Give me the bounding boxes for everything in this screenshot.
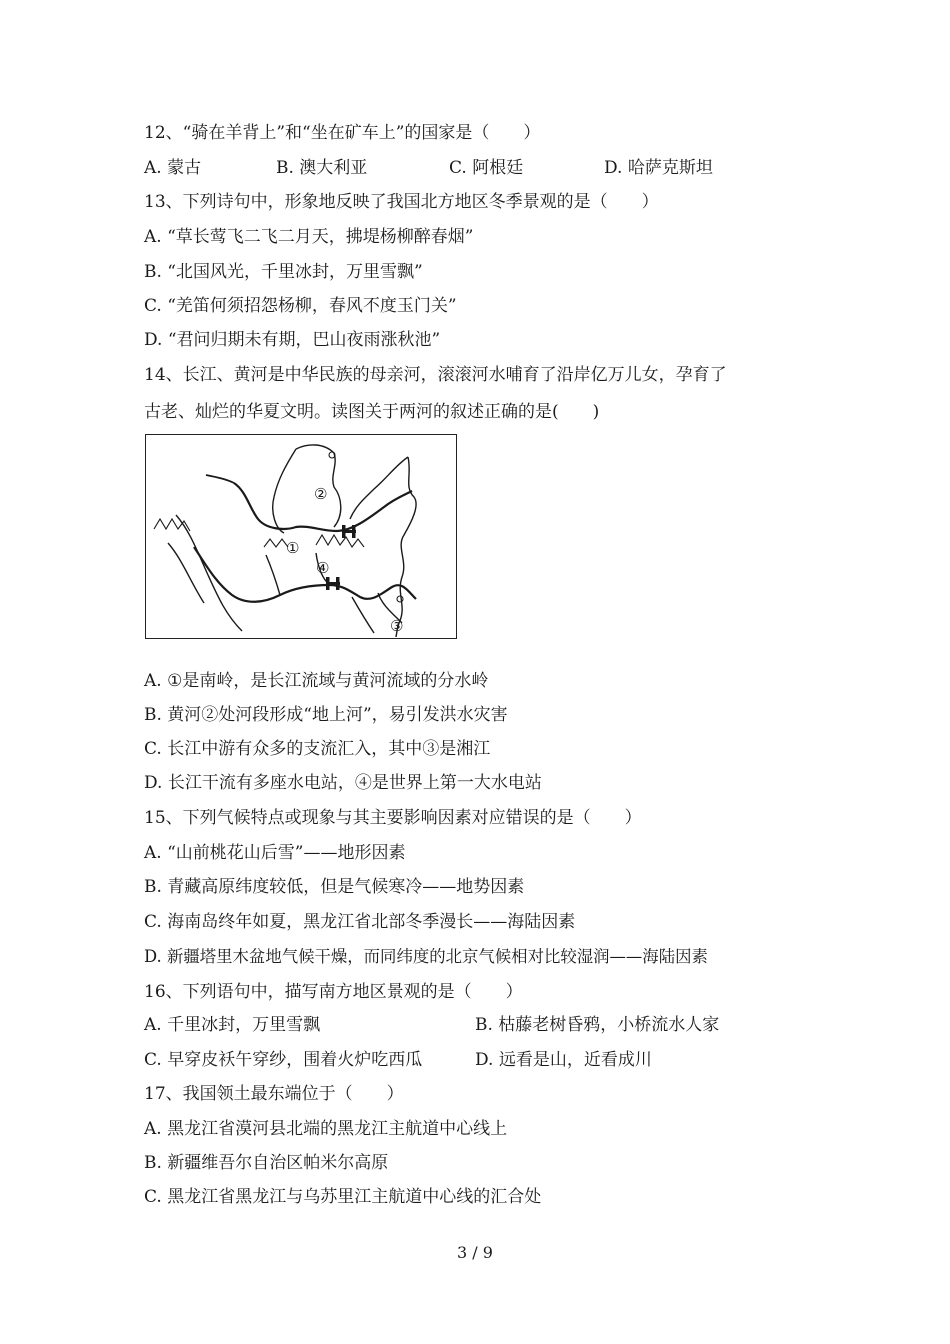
q16-option-c: C. 早穿皮袄午穿纱，围着火炉吃西瓜: [144, 1050, 423, 1070]
q14-option-a: A. ①是南岭，是长江流域与黄河流域的分水岭: [144, 671, 489, 691]
map-label-2: ②: [314, 485, 328, 503]
q15-option-b: B. 青藏高原纬度较低，但是气候寒冷——地势因素: [144, 877, 525, 897]
q13-option-a: A. “草长莺飞二飞二月天，拂堤杨柳醉春烟”: [144, 227, 474, 247]
q13-option-b: B. “北国风光，千里冰封，万里雪飘”: [144, 262, 423, 282]
q12-stem: 12、“骑在羊背上”和“坐在矿车上”的国家是（ ）: [144, 123, 541, 143]
map-label-3: ③: [390, 617, 404, 635]
q15-stem: 15、下列气候特点或现象与其主要影响因素对应错误的是（ ）: [144, 808, 642, 828]
q12-option-d: D. 哈萨克斯坦: [604, 158, 713, 178]
map-label-1: ①: [286, 539, 300, 557]
q14-stem-line1: 14、长江、黄河是中华民族的母亲河，滚滚河水哺育了沿岸亿万儿女，孕育了: [144, 365, 727, 385]
q16-option-b: B. 枯藤老树昏鸦，小桥流水人家: [475, 1015, 720, 1035]
q13-option-c: C. “羌笛何须招怨杨柳，春风不度玉门关”: [144, 296, 457, 316]
q17-option-b: B. 新疆维吾尔自治区帕米尔高原: [144, 1153, 389, 1173]
q17-option-c: C. 黑龙江省黑龙江与乌苏里江主航道中心线的汇合处: [144, 1187, 542, 1207]
q17-stem: 17、我国领土最东端位于（ ）: [144, 1084, 404, 1104]
map-label-4: ④: [316, 559, 330, 577]
river-map: [145, 434, 457, 639]
q14-option-b: B. 黄河②处河段形成“地上河”，易引发洪水灾害: [144, 705, 508, 725]
q14-option-c: C. 长江中游有众多的支流汇入，其中③是湘江: [144, 739, 491, 759]
river-map-drawing: [146, 435, 456, 637]
q14-option-d: D. 长江干流有多座水电站，④是世界上第一大水电站: [144, 773, 542, 793]
q16-option-d: D. 远看是山，近看成川: [475, 1050, 652, 1070]
q15-option-c: C. 海南岛终年如夏，黑龙江省北部冬季漫长——海陆因素: [144, 912, 576, 932]
page-number: 3 / 9: [457, 1243, 493, 1262]
q16-option-a: A. 千里冰封，万里雪飘: [144, 1015, 321, 1035]
q12-option-b: B. 澳大利亚: [276, 158, 368, 178]
q12-option-c: C. 阿根廷: [449, 158, 524, 178]
q12-option-a: A. 蒙古: [144, 158, 202, 178]
q14-stem-line2: 古老、灿烂的华夏文明。读图关于两河的叙述正确的是( ): [144, 402, 600, 422]
q13-option-d: D. “君问归期未有期，巴山夜雨涨秋池”: [144, 330, 441, 350]
q16-stem: 16、下列语句中，描写南方地区景观的是（ ）: [144, 982, 523, 1002]
q13-stem: 13、下列诗句中，形象地反映了我国北方地区冬季景观的是（ ）: [144, 192, 659, 212]
q15-option-d: D. 新疆塔里木盆地气候干燥，而同纬度的北京气候相对比较湿润——海陆因素: [144, 947, 708, 966]
q17-option-a: A. 黑龙江省漠河县北端的黑龙江主航道中心线上: [144, 1119, 508, 1139]
q15-option-a: A. “山前桃花山后雪”——地形因素: [144, 843, 406, 863]
